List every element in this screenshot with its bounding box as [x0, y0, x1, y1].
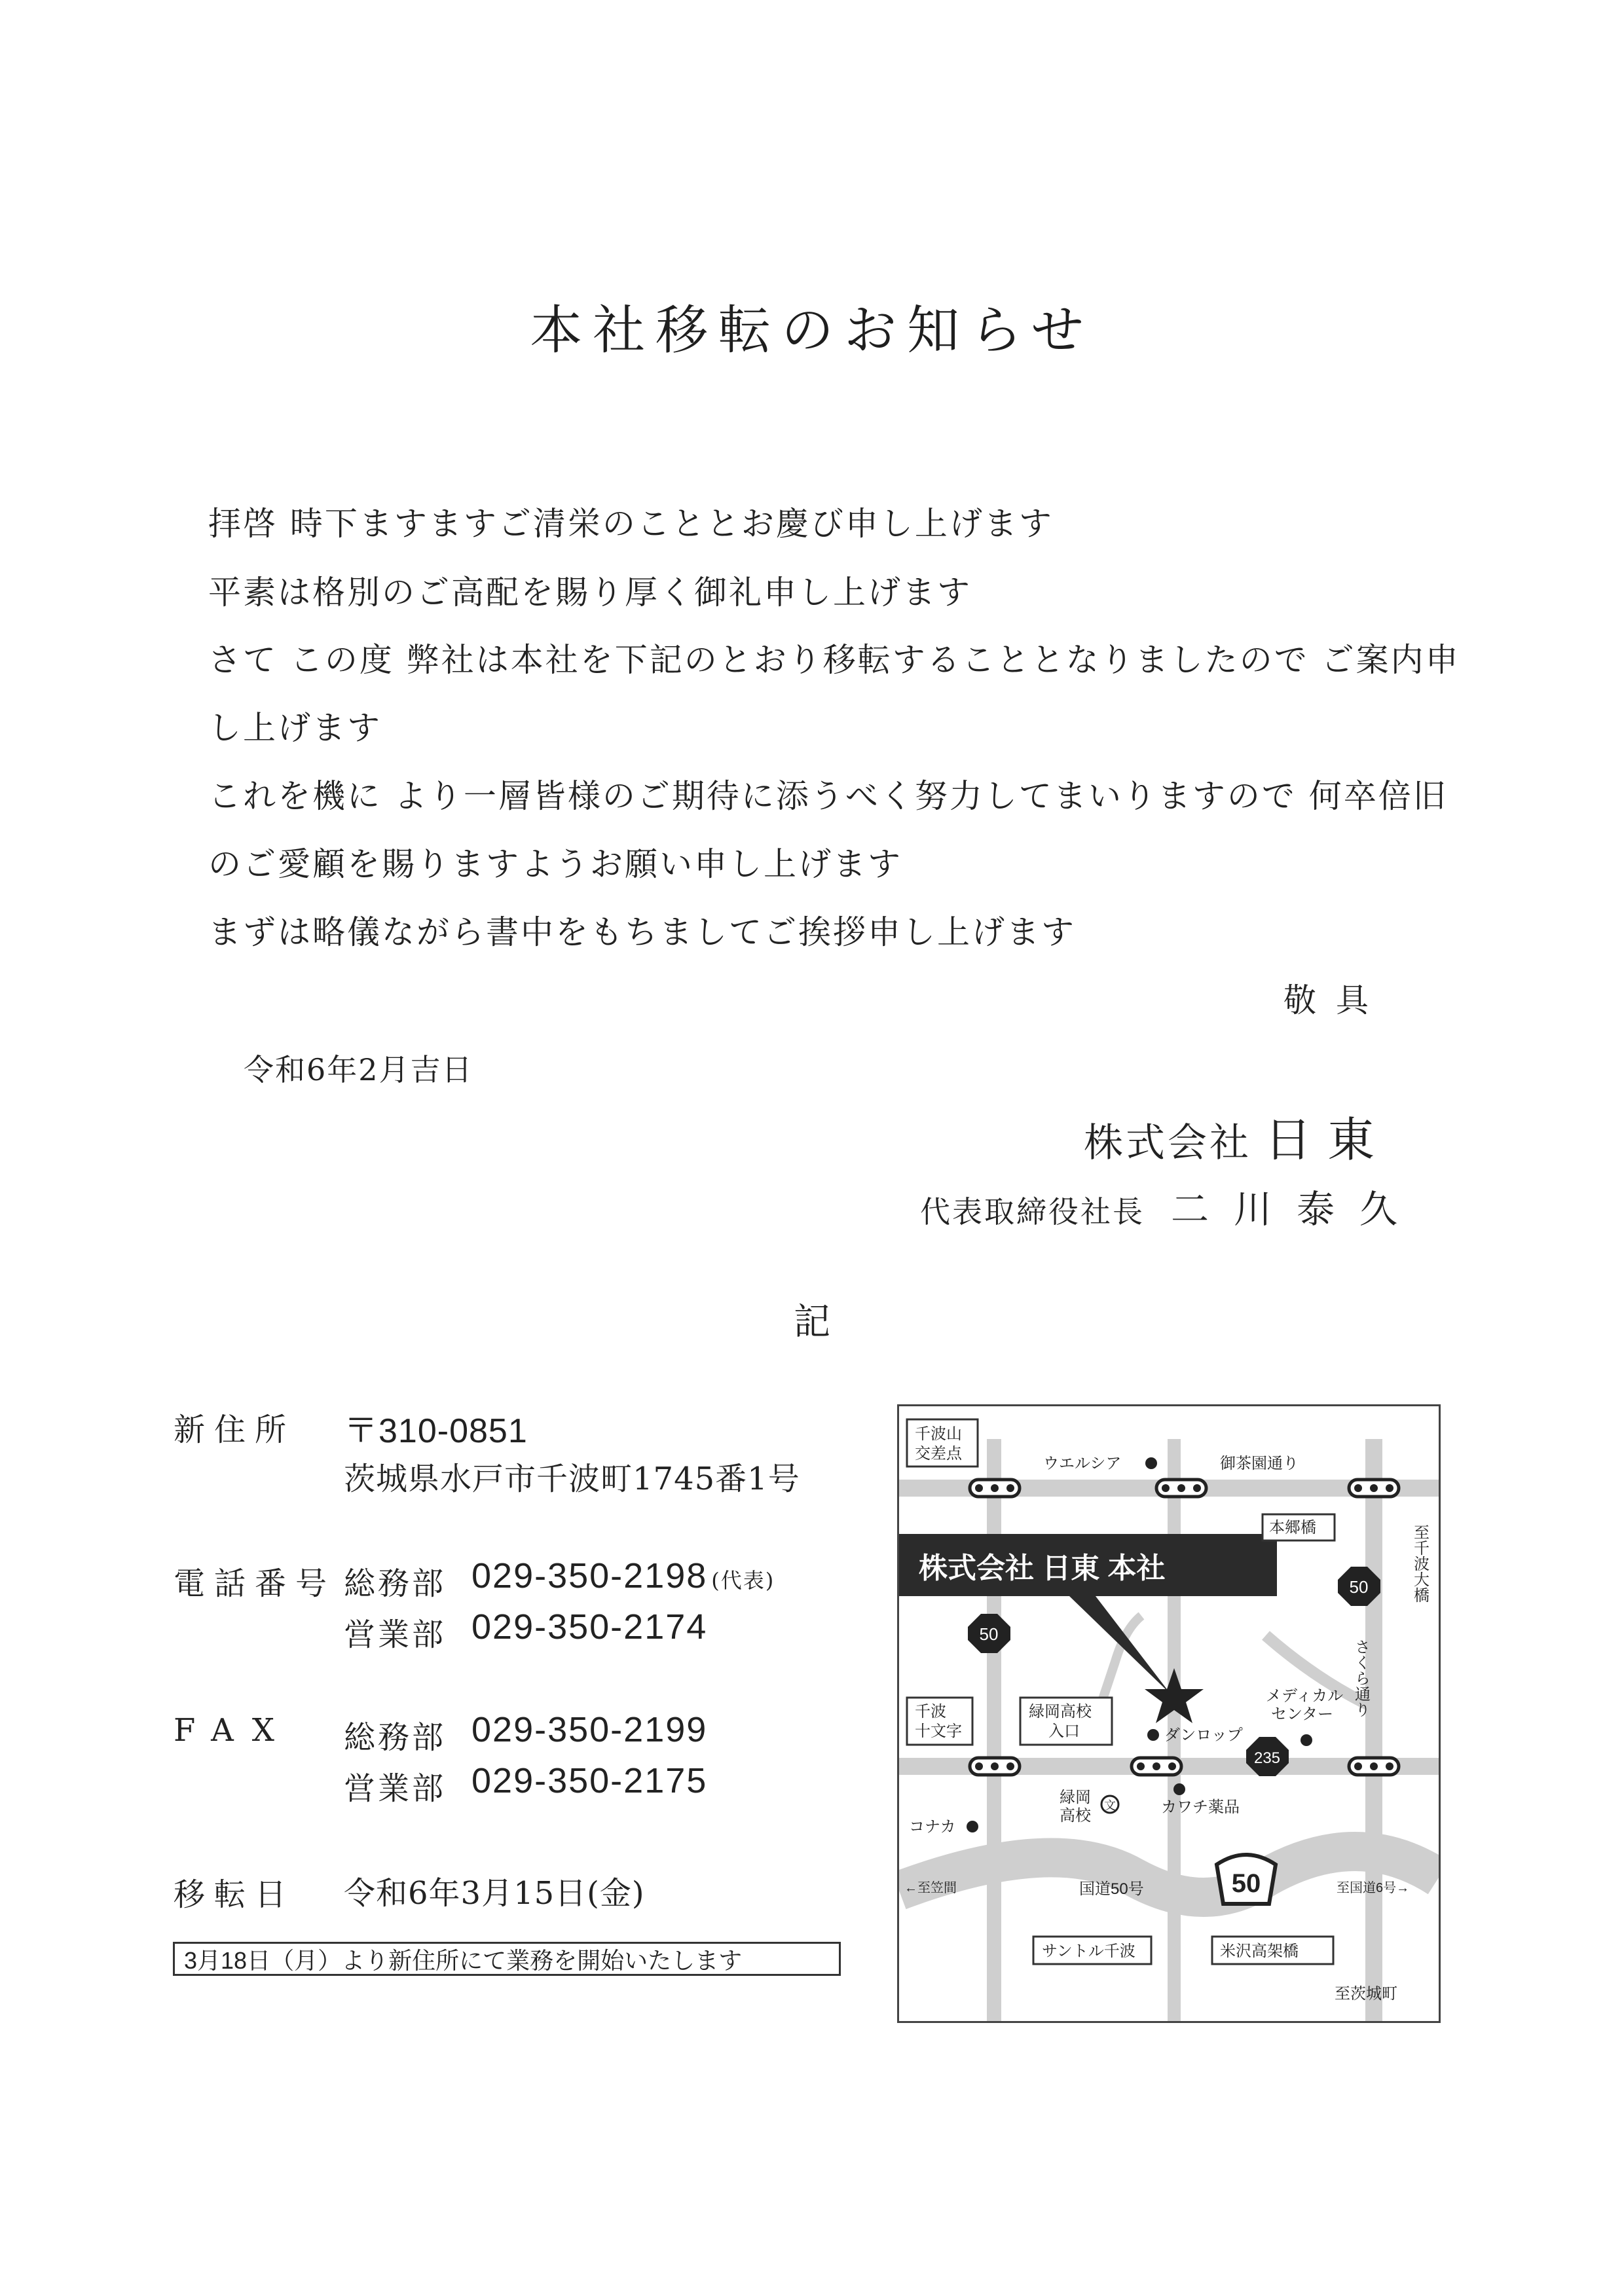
body-line-5: これを機に より一層皆様のご期待に添うべく努力してまいりますので 何卒倍旧: [208, 777, 1448, 815]
phone-dept-1: 総務部: [344, 1565, 447, 1602]
label-welcia: ウエルシア: [1043, 1455, 1122, 1472]
phone-number-2: 029-350-2174: [471, 1607, 708, 1647]
move-label: 移転日: [174, 1876, 296, 1913]
label-to-ibarakimachi: 至茨城町: [1335, 1985, 1397, 2003]
company-name: [1084, 1102, 1390, 1170]
school-icon-glyph: 文: [1104, 1799, 1116, 1812]
phone-number-1-value: 029-350-2198: [471, 1556, 708, 1595]
address: 茨城県水戸市千波町1745番1号: [344, 1461, 800, 1497]
label-medical-2: センター: [1271, 1705, 1334, 1723]
postal-code: 〒310-0851: [344, 1412, 528, 1450]
body-line-7: まずは略儀ながら書中をもちましてご挨拶申し上げます: [208, 913, 1076, 951]
label-senba-2: 十文字: [915, 1722, 962, 1740]
label-to-kasama: ←至笠間: [904, 1881, 957, 1895]
phone-label: 電話番号: [174, 1565, 337, 1602]
label-dunlop: ダンロップ: [1164, 1726, 1243, 1744]
rep-name: 二川泰久: [1171, 1187, 1423, 1231]
representative: [920, 1178, 1422, 1233]
label-midorioka-entrance-2: 入口: [1048, 1722, 1080, 1740]
label-midorioka-entrance-1: 緑岡高校: [1029, 1703, 1092, 1721]
label-senbayama-1: 千波山: [915, 1425, 962, 1443]
label-medical-1: メディカル: [1266, 1687, 1344, 1705]
body-line-3: さて この度 弊社は本社を下記のとおり移転することとなりましたので ご案内申: [208, 641, 1460, 679]
page-title: 本社移転のお知らせ: [530, 300, 1094, 361]
label-sakura: さくら通り: [1352, 1639, 1370, 1717]
label-route50: 国道50号: [1079, 1880, 1144, 1898]
map-svg: [899, 1406, 1439, 2021]
route50-left-text: 50: [979, 1624, 999, 1644]
national-route-text: 50: [1231, 1869, 1261, 1898]
fax-dept-1: 総務部: [344, 1719, 447, 1756]
label-ochanomizu: 御茶園通り: [1220, 1455, 1299, 1472]
label-to-route6: 至国道6号→: [1337, 1881, 1410, 1895]
rep-title: 代表取締役社長: [920, 1194, 1145, 1230]
route50-right-text: 50: [1349, 1577, 1369, 1597]
address-label: 新住所: [174, 1412, 296, 1448]
access-map: [897, 1404, 1441, 2023]
fax-label: FAX: [174, 1712, 293, 1749]
label-yonezawa: 米沢高架橋: [1220, 1942, 1299, 1960]
map-text-labels: [904, 1425, 1409, 2003]
body-line-6: のご愛顧を賜りますようお願い申し上げます: [208, 845, 902, 883]
route235-text: 235: [1253, 1749, 1281, 1767]
label-senbayama-2: 交差点: [915, 1445, 962, 1463]
company-main-name: 日東: [1264, 1112, 1391, 1167]
phone-note: (代表): [711, 1568, 775, 1593]
label-senba-1: 千波: [915, 1703, 946, 1721]
closing: 敬具: [1283, 981, 1388, 1019]
label-kawachi: カワチ薬品: [1161, 1798, 1240, 1816]
label-suntoru: サントル千波: [1042, 1942, 1135, 1960]
map-headline: 株式会社 日東 本社: [919, 1552, 1166, 1584]
issue-date: 令和6年2月吉日: [244, 1052, 473, 1087]
fax-dept-2: 営業部: [344, 1770, 447, 1807]
map-pointer: [1069, 1596, 1171, 1694]
company-prefix: 株式会社: [1084, 1120, 1251, 1166]
body-line-4: し上げます: [208, 709, 382, 747]
fax-number-1: 029-350-2199: [471, 1710, 708, 1749]
phone-dept-2: 営業部: [344, 1616, 447, 1653]
ki-heading: 記: [794, 1301, 830, 1343]
label-hongobashi: 本郷橋: [1269, 1519, 1316, 1537]
label-midorioka-school-1: 緑岡: [1060, 1789, 1091, 1806]
label-midorioka-school-2: 高校: [1060, 1807, 1091, 1825]
phone-number-1: [471, 1556, 775, 1596]
start-notice: 3月18日（月）より新住所にて業務を開始いたします: [173, 1942, 841, 1976]
body-line-2: 平素は格別のご高配を賜り厚く御礼申し上げます: [208, 574, 972, 611]
body-line-1: 拝啓 時下ますますご清栄のこととお慶び申し上げます: [208, 505, 1054, 543]
label-konaka: コナカ: [909, 1818, 956, 1836]
fax-number-2: 029-350-2175: [471, 1761, 708, 1800]
label-to-senba-ohashi: 至千波大橋: [1411, 1524, 1429, 1603]
move-date: 令和6年3月15日(金): [344, 1875, 645, 1912]
